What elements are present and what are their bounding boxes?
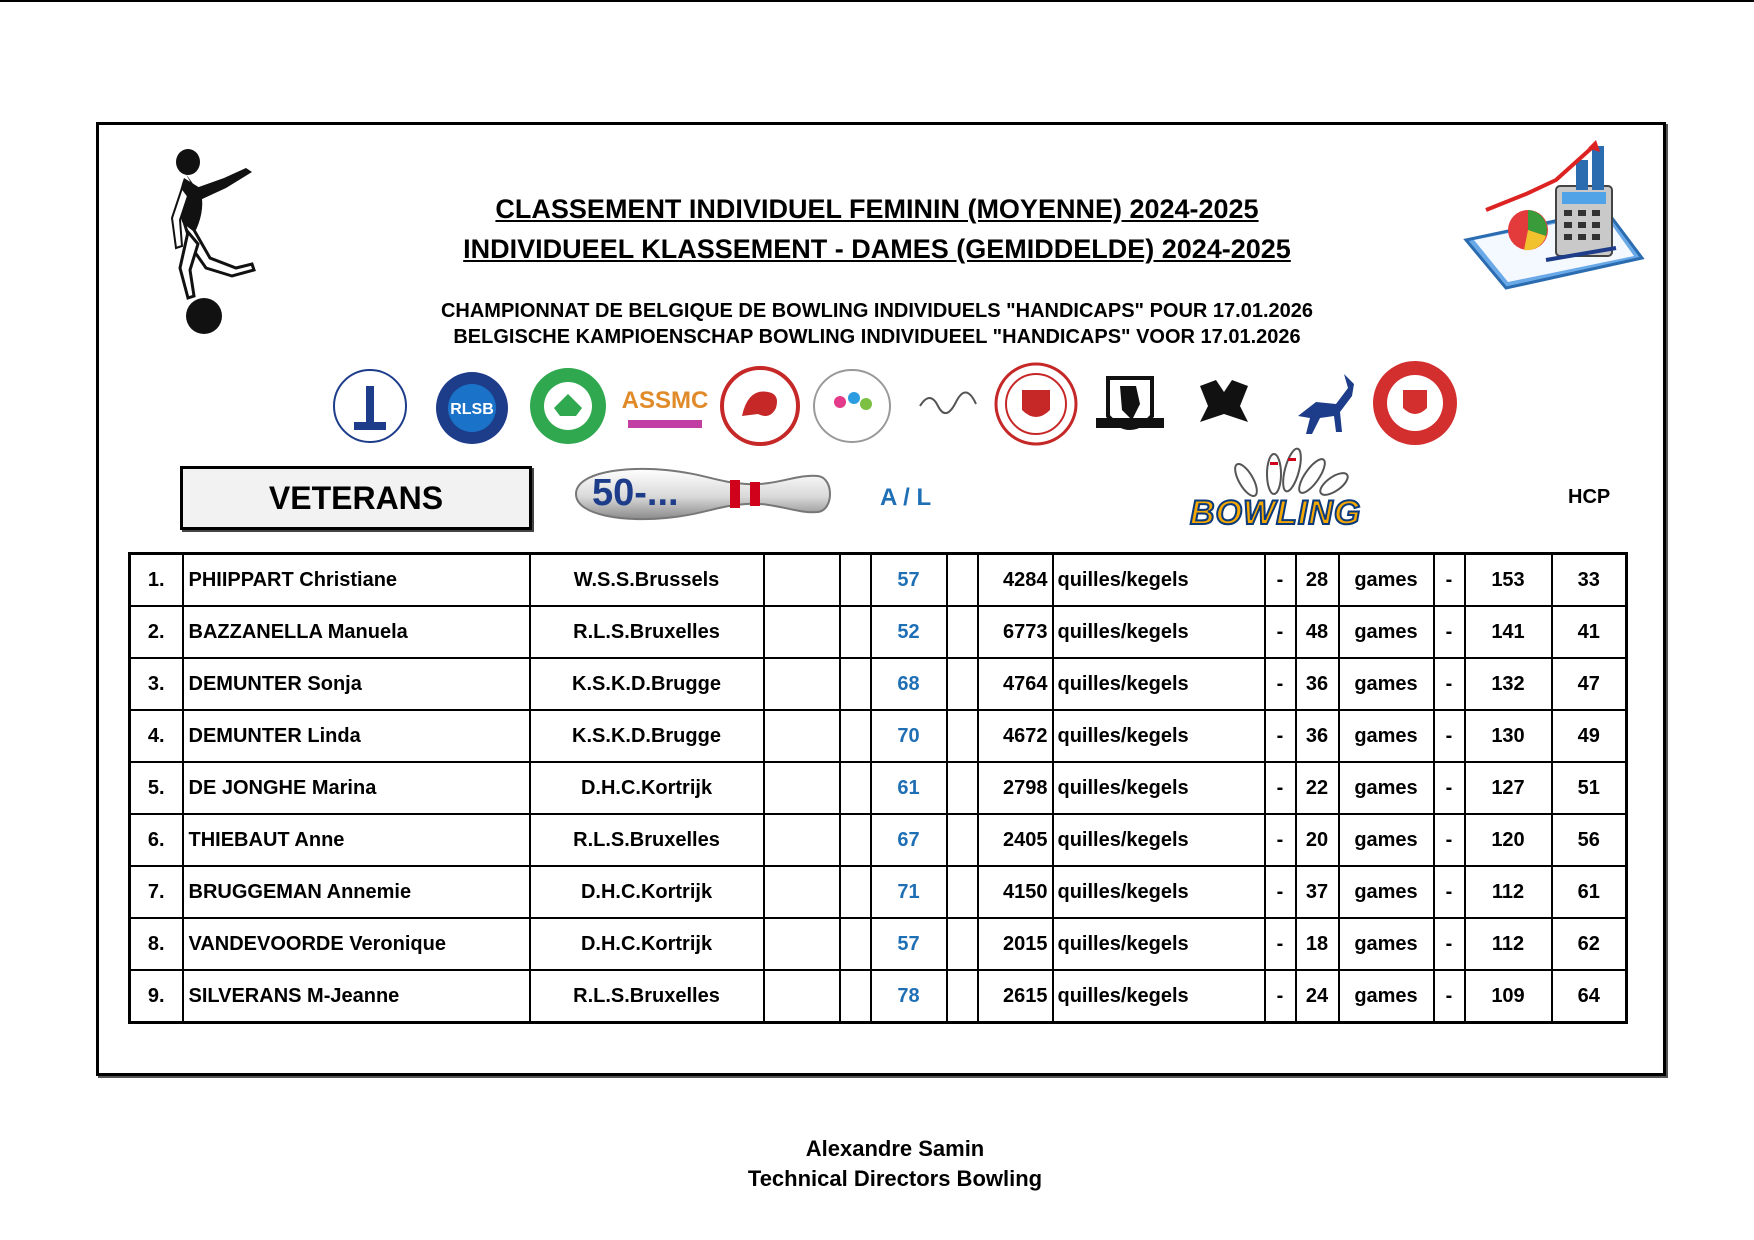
- games-count-cell: 28: [1296, 554, 1339, 607]
- al-value-cell: 57: [871, 918, 947, 970]
- pins-label-cell: quilles/kegels: [1053, 554, 1265, 607]
- dash-cell: -: [1434, 970, 1465, 1023]
- hcp-cell: 47: [1552, 658, 1627, 710]
- player-name-cell: BRUGGEMAN Annemie: [183, 866, 530, 918]
- club-cell: R.L.S.Bruxelles: [530, 814, 764, 866]
- al-value-cell: 52: [871, 606, 947, 658]
- pins-label-cell: quilles/kegels: [1053, 866, 1265, 918]
- table-row: [130, 814, 1627, 866]
- rank-cell: 8.: [130, 918, 183, 970]
- pins-cell: 4764: [978, 658, 1053, 710]
- al-label: A / L: [880, 484, 932, 511]
- table-row: [130, 658, 1627, 710]
- player-name-cell: THIEBAUT Anne: [183, 814, 530, 866]
- average-cell: 112: [1465, 918, 1552, 970]
- title-dutch: INDIVIDUEEL KLASSEMENT - DAMES (GEMIDDELDE) 2024-2025: [463, 234, 1291, 264]
- al-value-cell: 78: [871, 970, 947, 1023]
- club-logo-rlsb-icon: [434, 370, 510, 446]
- table-row: [130, 554, 1627, 607]
- empty-cell: [764, 970, 840, 1023]
- games-label-cell: games: [1339, 710, 1434, 762]
- bowling-logo-text: BOWLING: [1190, 494, 1362, 532]
- empty-cell: [764, 866, 840, 918]
- club-cell: D.H.C.Kortrijk: [530, 866, 764, 918]
- average-cell: 141: [1465, 606, 1552, 658]
- dash-cell: -: [1265, 970, 1296, 1023]
- hcp-cell: 56: [1552, 814, 1627, 866]
- average-cell: 153: [1465, 554, 1552, 607]
- pins-label-cell: quilles/kegels: [1053, 762, 1265, 814]
- al-value-cell: 70: [871, 710, 947, 762]
- signature-name: Alexandre Samin: [805, 1136, 985, 1161]
- empty-cell: [840, 762, 871, 814]
- pins-cell: 6773: [978, 606, 1053, 658]
- table-row: [130, 918, 1627, 970]
- pins-cell: 4284: [978, 554, 1053, 607]
- al-value-cell: 61: [871, 762, 947, 814]
- rank-cell: 6.: [130, 814, 183, 866]
- games-count-cell: 22: [1296, 762, 1339, 814]
- empty-cell: [947, 606, 978, 658]
- player-name-cell: VANDEVOORDE Veronique: [183, 918, 530, 970]
- average-cell: 112: [1465, 866, 1552, 918]
- pins-cell: 4672: [978, 710, 1053, 762]
- club-cell: R.L.S.Bruxelles: [530, 606, 764, 658]
- empty-cell: [840, 710, 871, 762]
- empty-cell: [947, 710, 978, 762]
- club-logo-ruls-icon: [330, 366, 410, 446]
- games-label-cell: games: [1339, 606, 1434, 658]
- pins-cell: 2798: [978, 762, 1053, 814]
- category-label: VETERANS: [180, 466, 532, 530]
- table-row: [130, 606, 1627, 658]
- dash-cell: -: [1265, 866, 1296, 918]
- empty-cell: [840, 658, 871, 710]
- games-count-cell: 36: [1296, 658, 1339, 710]
- pins-cell: 2015: [978, 918, 1053, 970]
- pins-label-cell: quilles/kegels: [1053, 918, 1265, 970]
- empty-cell: [947, 918, 978, 970]
- pins-cell: 4150: [978, 866, 1053, 918]
- dash-cell: -: [1434, 554, 1465, 607]
- al-value-cell: 71: [871, 866, 947, 918]
- pins-cell: 2615: [978, 970, 1053, 1023]
- club-logo-cssmahur-icon: [810, 366, 894, 446]
- pins-cell: 2405: [978, 814, 1053, 866]
- empty-cell: [764, 710, 840, 762]
- dash-cell: -: [1434, 814, 1465, 866]
- empty-cell: [764, 658, 840, 710]
- subtitle-dutch: BELGISCHE KAMPIOENSCHAP BOWLING INDIVIDUEEL "HANDICAPS" VOOR 17.01.2026: [453, 326, 1301, 348]
- table-row: [130, 762, 1627, 814]
- club-cell: R.L.S.Bruxelles: [530, 970, 764, 1023]
- average-cell: 132: [1465, 658, 1552, 710]
- games-label-cell: games: [1339, 658, 1434, 710]
- dash-cell: -: [1434, 866, 1465, 918]
- games-count-cell: 37: [1296, 866, 1339, 918]
- games-label-cell: games: [1339, 762, 1434, 814]
- rank-cell: 2.: [130, 606, 183, 658]
- rank-cell: 5.: [130, 762, 183, 814]
- rank-cell: 7.: [130, 866, 183, 918]
- hcp-cell: 61: [1552, 866, 1627, 918]
- club-logo-black-emblem-icon: [1196, 376, 1252, 428]
- dash-cell: -: [1434, 762, 1465, 814]
- table-row: [130, 710, 1627, 762]
- top-border-line: [0, 0, 1754, 2]
- empty-cell: [947, 658, 978, 710]
- average-cell: 120: [1465, 814, 1552, 866]
- games-count-cell: 18: [1296, 918, 1339, 970]
- hcp-cell: 41: [1552, 606, 1627, 658]
- games-label-cell: games: [1339, 970, 1434, 1023]
- player-name-cell: BAZZANELLA Manuela: [183, 606, 530, 658]
- empty-cell: [764, 554, 840, 607]
- average-cell: 109: [1465, 970, 1552, 1023]
- games-label-cell: games: [1339, 814, 1434, 866]
- hcp-header: HCP: [1568, 486, 1611, 508]
- empty-cell: [764, 762, 840, 814]
- dash-cell: -: [1434, 658, 1465, 710]
- title-french: CLASSEMENT INDIVIDUEL FEMININ (MOYENNE) 2024-2025: [495, 194, 1259, 224]
- pin-age-label: 50-...: [592, 472, 679, 514]
- pins-label-cell: quilles/kegels: [1053, 814, 1265, 866]
- average-cell: 130: [1465, 710, 1552, 762]
- empty-cell: [947, 814, 978, 866]
- empty-cell: [840, 606, 871, 658]
- bowling-pin-badge: [566, 462, 836, 526]
- al-value-cell: 67: [871, 814, 947, 866]
- dash-cell: -: [1265, 710, 1296, 762]
- empty-cell: [764, 606, 840, 658]
- table-row: [130, 970, 1627, 1023]
- club-logo-dragon-icon: [718, 364, 802, 448]
- signature-role: Technical Directors Bowling: [747, 1166, 1043, 1191]
- hcp-cell: 62: [1552, 918, 1627, 970]
- games-count-cell: 20: [1296, 814, 1339, 866]
- table-row: [130, 866, 1627, 918]
- hcp-cell: 51: [1552, 762, 1627, 814]
- dash-cell: -: [1434, 606, 1465, 658]
- dash-cell: -: [1265, 658, 1296, 710]
- hcp-cell: 64: [1552, 970, 1627, 1023]
- club-logo-green-icon: [526, 364, 610, 448]
- dash-cell: -: [1434, 918, 1465, 970]
- pins-label-cell: quilles/kegels: [1053, 710, 1265, 762]
- empty-cell: [947, 866, 978, 918]
- average-cell: 127: [1465, 762, 1552, 814]
- club-logo-assmc-icon: [622, 372, 708, 442]
- games-label-cell: games: [1339, 866, 1434, 918]
- rank-cell: 4.: [130, 710, 183, 762]
- club-logo-red-shield-icon: [1370, 358, 1460, 448]
- al-value-cell: 68: [871, 658, 947, 710]
- club-cell: K.S.K.D.Brugge: [530, 710, 764, 762]
- club-logo-red-crest-icon: [992, 360, 1080, 448]
- pins-label-cell: quilles/kegels: [1053, 606, 1265, 658]
- dash-cell: -: [1265, 814, 1296, 866]
- games-count-cell: 36: [1296, 710, 1339, 762]
- club-cell: D.H.C.Kortrijk: [530, 762, 764, 814]
- empty-cell: [840, 866, 871, 918]
- hcp-cell: 49: [1552, 710, 1627, 762]
- empty-cell: [947, 762, 978, 814]
- hcp-cell: 33: [1552, 554, 1627, 607]
- games-count-cell: 48: [1296, 606, 1339, 658]
- player-name-cell: DE JONGHE Marina: [183, 762, 530, 814]
- al-value-cell: 57: [871, 554, 947, 607]
- dash-cell: -: [1265, 918, 1296, 970]
- empty-cell: [947, 554, 978, 607]
- empty-cell: [840, 970, 871, 1023]
- player-name-cell: PHIIPPART Christiane: [183, 554, 530, 607]
- empty-cell: [947, 970, 978, 1023]
- club-cell: K.S.K.D.Brugge: [530, 658, 764, 710]
- subtitle-french: CHAMPIONNAT DE BELGIQUE DE BOWLING INDIVIDUELS "HANDICAPS" POUR 17.01.2026: [440, 300, 1314, 322]
- pins-label-cell: quilles/kegels: [1053, 970, 1265, 1023]
- rank-cell: 1.: [130, 554, 183, 607]
- games-label-cell: games: [1339, 554, 1434, 607]
- empty-cell: [840, 918, 871, 970]
- rank-cell: 9.: [130, 970, 183, 1023]
- club-logo-signature-icon: [916, 382, 980, 422]
- dash-cell: -: [1434, 710, 1465, 762]
- dash-cell: -: [1265, 606, 1296, 658]
- assmc-logo-text: ASSMC: [622, 387, 708, 414]
- empty-cell: [840, 814, 871, 866]
- dash-cell: -: [1265, 762, 1296, 814]
- bowling-logo: [1186, 444, 1386, 546]
- rlsb-logo-text: RLSB: [450, 401, 494, 418]
- games-label-cell: games: [1339, 918, 1434, 970]
- club-cell: W.S.S.Brussels: [530, 554, 764, 607]
- club-logo-deer-icon: [1282, 368, 1362, 444]
- rank-cell: 3.: [130, 658, 183, 710]
- empty-cell: [764, 814, 840, 866]
- empty-cell: [840, 554, 871, 607]
- player-name-cell: DEMUNTER Sonja: [183, 658, 530, 710]
- pins-label-cell: quilles/kegels: [1053, 658, 1265, 710]
- club-logo-lion-crest-icon: [1086, 360, 1174, 448]
- games-count-cell: 24: [1296, 970, 1339, 1023]
- club-logos-row: [326, 360, 1476, 446]
- ranking-table: [128, 552, 1628, 1024]
- dash-cell: -: [1265, 554, 1296, 607]
- club-cell: D.H.C.Kortrijk: [530, 918, 764, 970]
- player-name-cell: DEMUNTER Linda: [183, 710, 530, 762]
- player-name-cell: SILVERANS M-Jeanne: [183, 970, 530, 1023]
- empty-cell: [764, 918, 840, 970]
